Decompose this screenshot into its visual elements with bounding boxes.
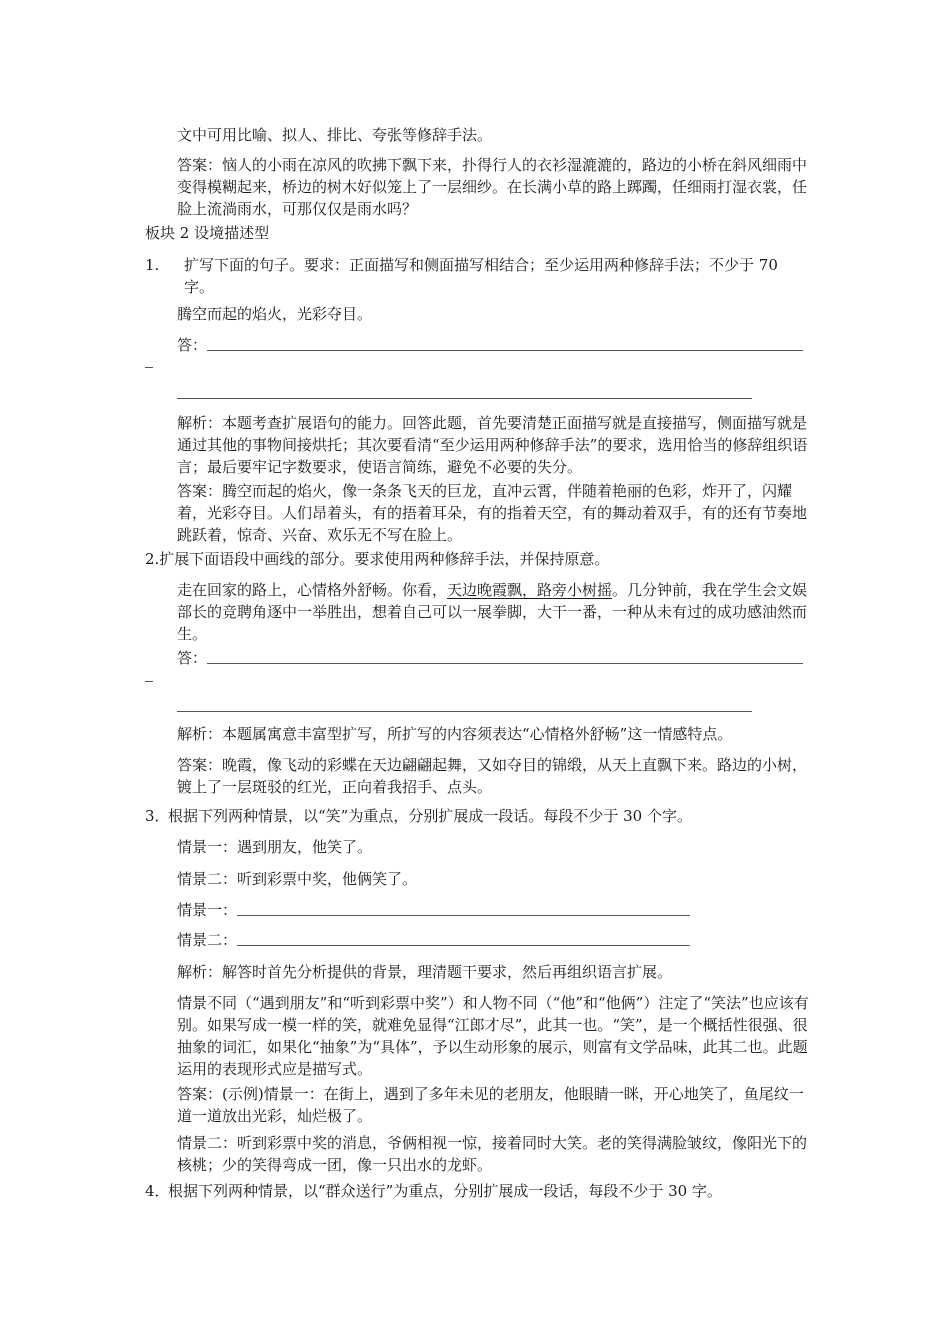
- q3-explanation: 情景不同（“遇到朋友”和“听到彩票中奖”）和人物不同（“他”和“他俩”）注定了“笑法”也应该有别。如果写成一模一样的笑，就难免显得“江郎才尽”，此其一也。“笑”，是一个概括性很强、很抽象的词汇，如果化“抽象”为“具体”，予以生动形象的展示，则富有文学品味，此其二也。此题运用的表现形式应是描写式。: [177, 994, 809, 1078]
- q2-passage-after: 。几分钟前，我在学生会文娱部长的竞聘角逐中一举胜出，想着自己可以一展拳脚，大干一番，一种从未有过的成功感油然而生。: [177, 581, 808, 643]
- q1-answer-blank-2[interactable]: [177, 398, 752, 399]
- q1-dash: [145, 367, 153, 368]
- q3-prompt: 根据下列两种情景，以“笑”为重点，分别扩展成一段话。每段不少于 30 个字。: [168, 807, 692, 825]
- q2-analysis: 解析：本题属寓意丰富型扩写，所扩写的内容须表达“心情格外舒畅”这一情感特点。: [177, 725, 733, 743]
- q3-analysis: 解析：解答时首先分析提供的背景，理清题干要求，然后再组织语言扩展。: [177, 963, 673, 981]
- q3-scene1: 情景一：遇到朋友，他笑了。: [177, 838, 373, 856]
- intro-answer: 答案：恼人的小雨在凉风的吹拂下飘下来，扑得行人的衣衫湿漉漉的，路边的小桥在斜风细雨中变得模糊起来，桥边的树木好似笼上了一层细纱。在长满小草的路上踯躅，任细雨打湿衣裳，任脸上流淌雨水，可那仅仅是雨水吗？: [177, 156, 808, 218]
- q2-answer-label: 答：: [177, 649, 208, 667]
- q2-answer-blank-2[interactable]: [177, 711, 752, 712]
- q4-prompt: 根据下列两种情景，以“群众送行”为重点，分别扩展成一段话，每段不少于 30 字。: [168, 1182, 722, 1200]
- q2-answer: 答案：晚霞，像飞动的彩蝶在天边翩翩起舞，又如夺目的锦缎，从天上直飘下来。路边的小树，镀上了一层斑驳的红光，正向着我招手、点头。: [177, 756, 808, 796]
- q1-number: 1.: [145, 256, 160, 274]
- q3-answer2: 情景二：听到彩票中奖的消息，爷俩相视一惊，接着同时大笑。老的笑得满脸皱纹，像阳光下的核桃；少的笑得弯成一团，像一只出水的龙虾。: [177, 1134, 808, 1174]
- q1-prompt: 扩写下面的句子。要求：正面描写和侧面描写相结合；至少运用两种修辞手法；不少于 70 字。: [184, 256, 778, 296]
- q1-answer: 答案：腾空而起的焰火，像一条条飞天的巨龙，直冲云霄，伴随着艳丽的色彩，炸开了，闪耀着，光彩夺目。人们昂着头，有的捂着耳朵，有的指着天空，有的舞动着双手，有的还有节奏地跳跃着，惊奇、兴奋、欢乐无不写在脸上。: [177, 482, 808, 544]
- q3-blank1-line[interactable]: [237, 915, 690, 916]
- q1-answer-blank-1[interactable]: [207, 350, 803, 351]
- q2-passage-underlined: 天边晚霞飘，路旁小树摇: [447, 581, 613, 599]
- section-title: 板块 2 设境描述型: [145, 224, 270, 242]
- q2-passage-before: 走在回家的路上，心情格外舒畅。你看，: [177, 581, 448, 599]
- q2-prompt: 2.扩展下面语段中画线的部分。要求使用两种修辞手法，并保持原意。: [145, 550, 610, 568]
- q3-scene2: 情景二：听到彩票中奖，他俩笑了。: [177, 870, 418, 888]
- q1-answer-row: [177, 334, 803, 356]
- q4-number: 4．: [145, 1182, 170, 1200]
- q1-sentence: 腾空而起的焰火，光彩夺目。: [177, 305, 373, 323]
- q3-blank1-row: [177, 899, 690, 921]
- q3-number: 3．: [145, 807, 170, 825]
- intro-hint: 文中可用比喻、拟人、排比、夸张等修辞手法。: [177, 126, 493, 144]
- q3-blank2-label: 情景二：: [177, 931, 238, 949]
- q3-blank2-line[interactable]: [237, 945, 690, 946]
- q3-blank1-label: 情景一：: [177, 901, 238, 919]
- q3-answer1: 答案：(示例)情景一：在街上，遇到了多年未见的老朋友，他眼睛一眯，开心地笑了，鱼尾纹一道一道放出光彩，灿烂极了。: [177, 1085, 804, 1125]
- q2-dash: [145, 681, 153, 682]
- q2-answer-row: [177, 647, 803, 669]
- q1-analysis: 解析：本题考查扩展语句的能力。回答此题，首先要清楚正面描写就是直接描写，侧面描写就是通过其他的事物间接烘托；其次要看清“至少运用两种修辞手法”的要求，选用恰当的修辞组织语言；最后要牢记字数要求，使语言简练，避免不必要的失分。: [177, 414, 808, 476]
- q2-passage: [177, 579, 812, 645]
- q2-answer-blank-1[interactable]: [207, 663, 803, 664]
- q3-blank2-row: [177, 929, 690, 951]
- q1-answer-label: 答：: [177, 336, 208, 354]
